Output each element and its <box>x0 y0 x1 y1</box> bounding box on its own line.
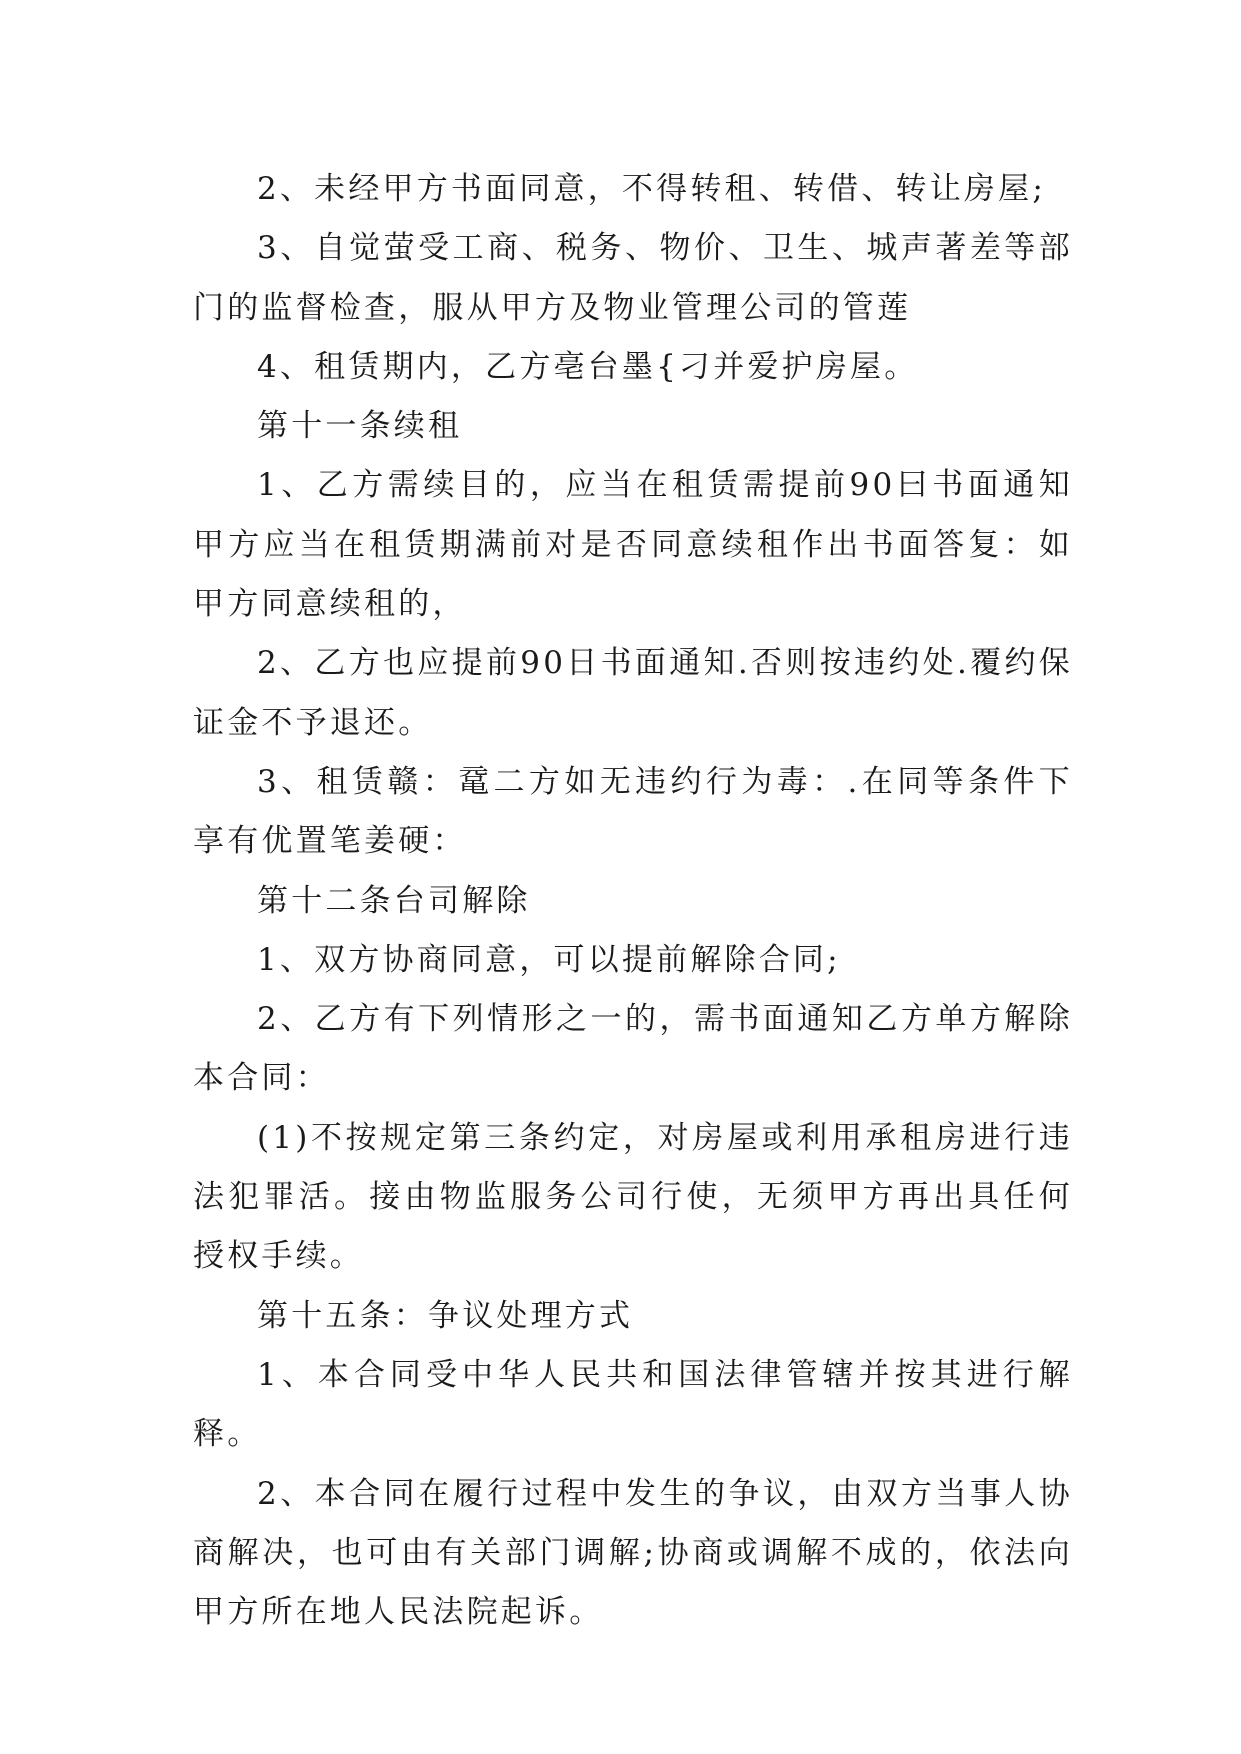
paragraph-clause-10-item-2: 2、未经甲方书面同意，不得转租、转借、转让房屋; <box>257 171 1046 207</box>
section-heading-clause-12: 第十二条台司解除 <box>257 882 531 919</box>
section-heading-clause-15: 第十五条：争议处理方式 <box>257 1297 634 1334</box>
paragraph-clause-11-item-3: 3、租赁赣：鼋二方如无违约行为毒：.在同等条件下享有优置笔姜硬： <box>193 763 1073 860</box>
paragraph-clause-12-item-2: 2、乙方有下列情形之一的，需书面通知乙方单方解除本合同： <box>193 1001 1073 1097</box>
paragraph-clause-15-item-2: 2、本合同在履行过程中发生的争议，由双方当事人协商解决，也可由有关部门调解;协商或调解不成的，依法向甲方所在地人民法院起诉。 <box>193 1475 1073 1631</box>
document-body <box>193 160 1073 1642</box>
paragraph-clause-12-subitem-1: (1)不按规定第三条约定，对房屋或利用承租房进行违法犯罪活。接由物监服务公司行使，无须甲方再出具任何授权手续。 <box>193 1119 1073 1275</box>
paragraph-clause-10-item-3: 3、自觉萤受工商、税务、物价、卫生、城声著差等部门的监督检查，服从甲方及物业管理公司的管莲 <box>193 230 1073 326</box>
paragraph-clause-11-item-2: 2、乙方也应提前90日书面通知.否则按违约处.覆约保证金不予退还。 <box>193 645 1073 741</box>
paragraph-clause-10-item-4: 4、租赁期内，乙方亳台墨{刁并爱护房屋。 <box>257 348 919 385</box>
paragraph-clause-15-item-1: 1、本合同受中华人民共和国法律管辖并按其进行解释。 <box>193 1356 1073 1453</box>
paragraph-clause-12-item-1: 1、双方协商同意，可以提前解除合同; <box>257 941 841 978</box>
section-heading-clause-11: 第十一条续租 <box>257 408 463 445</box>
paragraph-clause-11-item-1: 1、乙方需续目的，应当在租赁需提前90曰书面通知甲方应当在租赁期满前对是否同意续租作出书面答复：如甲方同意续租的， <box>193 467 1073 623</box>
